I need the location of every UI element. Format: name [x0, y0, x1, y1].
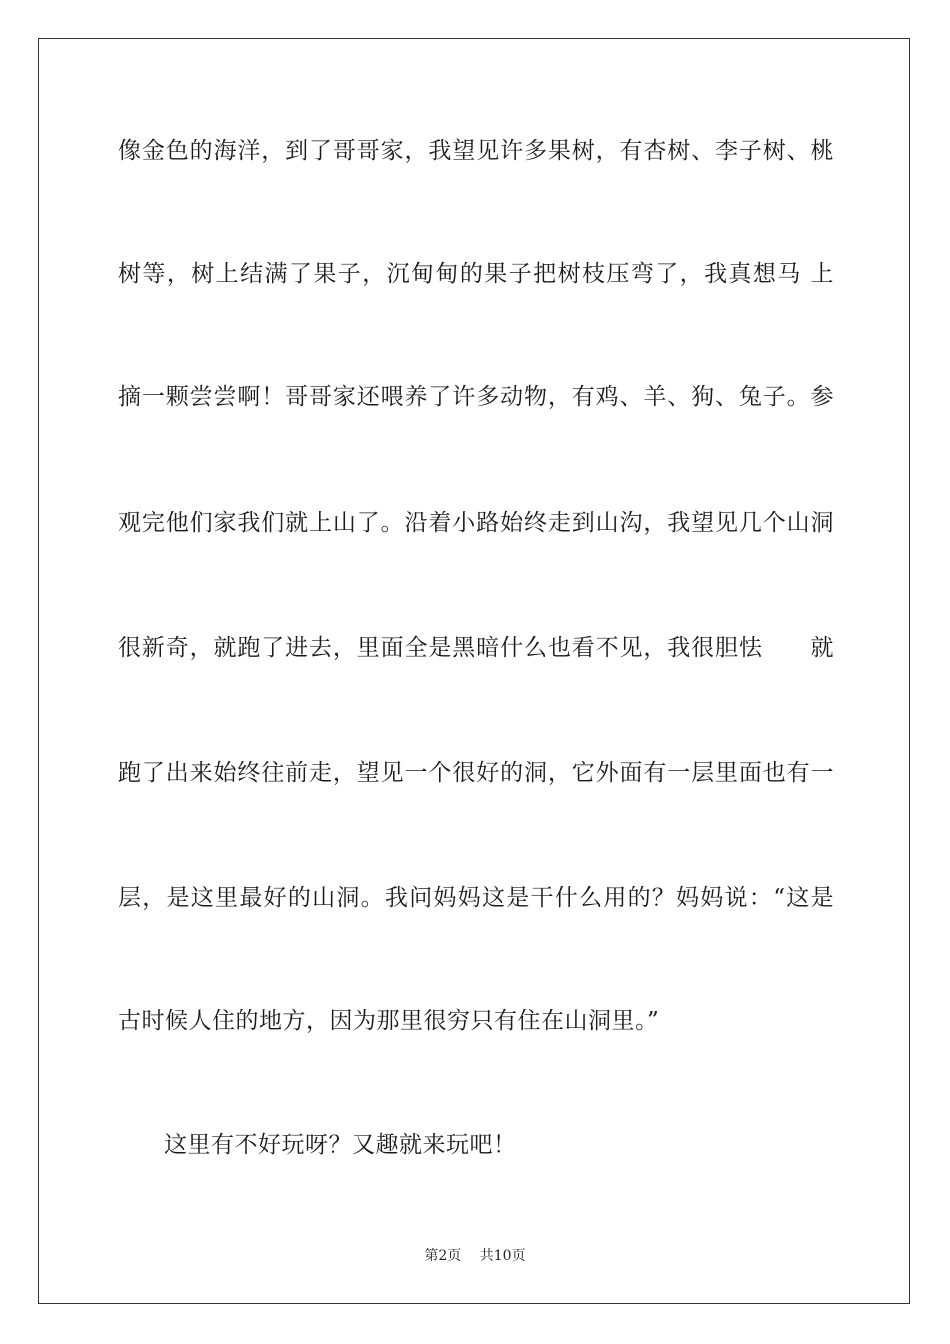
page-number: 第2页: [424, 1248, 462, 1264]
page-total: 共10页: [479, 1248, 526, 1264]
body-text-line: 古时候人住的地方，因为那里很穷只有住在山洞里。”: [118, 1008, 660, 1034]
page-frame: [38, 38, 910, 1304]
body-text-line: 树等，树上结满了果子，沉甸甸的果子把树枝压弯了，我真想马 上: [118, 261, 834, 287]
body-text-line: 像金色的海洋，到了哥哥家，我望见许多果树，有杏树、李子树、桃: [118, 138, 834, 164]
page-footer: [0, 1247, 950, 1265]
closing-paragraph: 这里有不好玩呀？又趣就来玩吧！: [164, 1132, 517, 1158]
body-text-line: 观完他们家我们就上山了。沿着小路始终走到山沟，我望见几个山洞: [118, 510, 834, 536]
body-text-line: 很新奇，就跑了进去，里面全是黑暗什么也看不见，我很胆怯 就: [118, 635, 834, 661]
body-text-line: 摘一颗尝尝啊！哥哥家还喂养了许多动物，有鸡、羊、狗、兔子。参: [118, 384, 834, 410]
body-text-line: 层，是这里最好的山洞。我问妈妈这是干什么用的？妈妈说：“这是: [118, 885, 834, 911]
body-text-line: 跑了出来始终往前走，望见一个很好的洞，它外面有一层里面也有一: [118, 760, 834, 786]
